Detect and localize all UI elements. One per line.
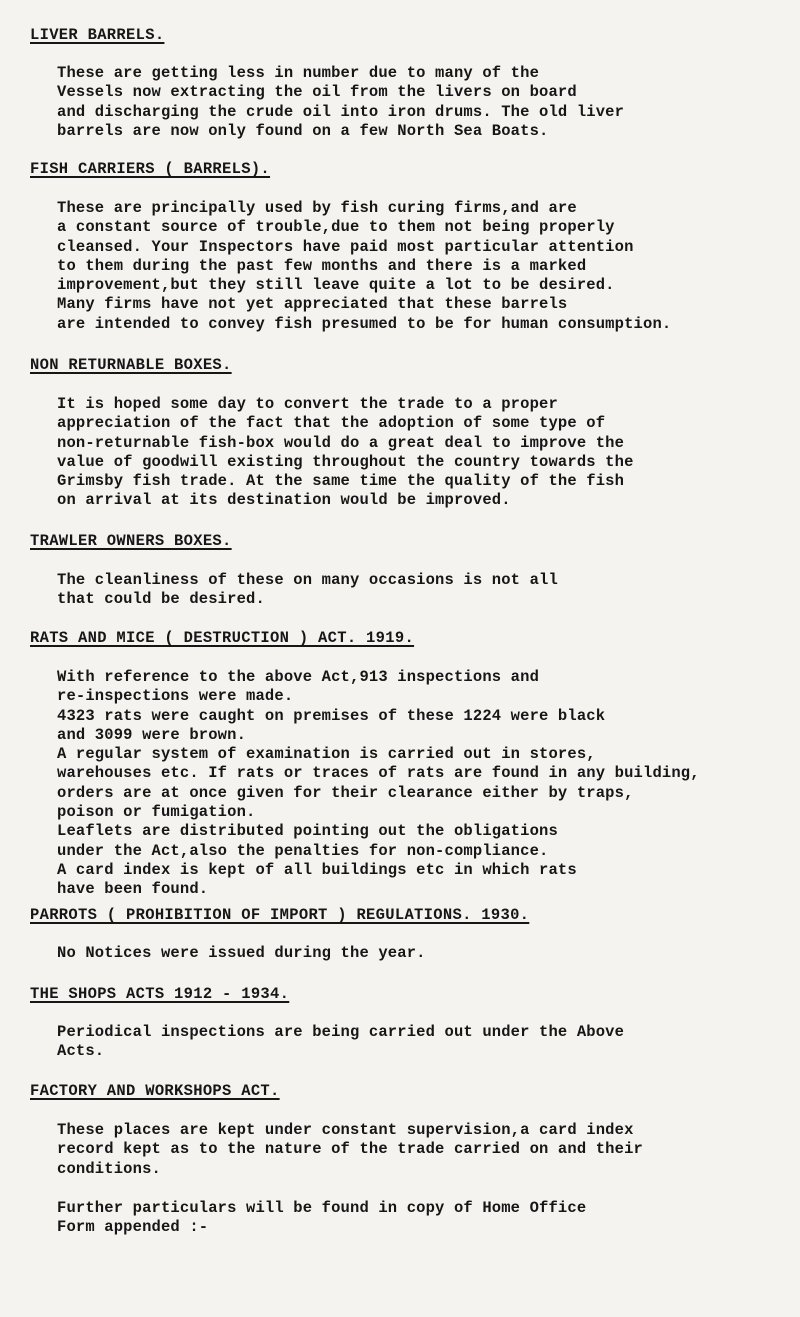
section-heading: RATS AND MICE ( DESTRUCTION ) ACT. 1919. bbox=[30, 629, 415, 647]
section-heading: FACTORY AND WORKSHOPS ACT. bbox=[30, 1082, 280, 1100]
text-line: Leaflets are distributed pointing out the obligations bbox=[57, 822, 558, 841]
text-line: have been found. bbox=[57, 880, 209, 899]
section-paragraph bbox=[57, 395, 797, 511]
text-line: poison or fumigation. bbox=[57, 803, 256, 822]
text-line: appreciation of the fact that the adoption of some type of bbox=[57, 414, 606, 433]
text-line: re-inspections were made. bbox=[57, 687, 294, 706]
text-line: conditions. bbox=[57, 1159, 161, 1178]
section-paragraph bbox=[57, 1121, 797, 1179]
text-line: No Notices were issued during the year. bbox=[57, 944, 426, 962]
text-line: A regular system of examination is carried out in stores, bbox=[57, 745, 596, 764]
text-line: barrels are now only found on a few North Sea Boats. bbox=[57, 121, 549, 140]
text-line: Vessels now extracting the oil from the livers on board bbox=[57, 83, 577, 102]
section-paragraph bbox=[57, 668, 797, 900]
text-line: The cleanliness of these on many occasions is not all bbox=[57, 571, 558, 589]
text-line: orders are at once given for their clearance either by traps, bbox=[57, 783, 634, 802]
text-line: Grimsby fish trade. At the same time the quality of the fish bbox=[57, 472, 625, 491]
text-line: non-returnable fish-box would do a great deal to improve the bbox=[57, 433, 625, 452]
section-paragraph bbox=[57, 1023, 797, 1062]
section-heading: THE SHOPS ACTS 1912 - 1934. bbox=[30, 985, 290, 1003]
text-line: on arrival at its destination would be improved. bbox=[57, 491, 511, 510]
text-line: Many firms have not yet appreciated that these barrels bbox=[57, 295, 568, 314]
text-line: to them during the past few months and there is a marked bbox=[57, 256, 587, 275]
text-line: and discharging the crude oil into iron drums. The old liver bbox=[57, 102, 625, 121]
text-line: With reference to the above Act,913 inspections and bbox=[57, 668, 540, 686]
text-line: These are principally used by fish curing firms,and are bbox=[57, 199, 577, 217]
section-paragraph bbox=[57, 64, 797, 141]
section-paragraph bbox=[57, 944, 797, 963]
section-heading: TRAWLER OWNERS BOXES. bbox=[30, 532, 232, 550]
text-line: Periodical inspections are being carried out under the Above bbox=[57, 1023, 625, 1041]
text-line: It is hoped some day to convert the trade to a proper bbox=[57, 395, 558, 413]
text-line: that could be desired. bbox=[57, 590, 265, 609]
text-line: and 3099 were brown. bbox=[57, 725, 247, 744]
text-line: under the Act,also the penalties for non-compliance. bbox=[57, 841, 549, 860]
section-heading: FISH CARRIERS ( BARRELS). bbox=[30, 160, 271, 178]
section-heading: PARROTS ( PROHIBITION OF IMPORT ) REGULATIONS. 1930. bbox=[30, 906, 530, 924]
text-line: are intended to convey fish presumed to be for human consumption. bbox=[57, 314, 672, 333]
text-line: record kept as to the nature of the trade carried on and their bbox=[57, 1140, 643, 1159]
text-line: 4323 rats were caught on premises of these 1224 were black bbox=[57, 706, 606, 725]
text-line: value of goodwill existing throughout the country towards the bbox=[57, 452, 634, 471]
text-line: improvement,but they still leave quite a lot to be desired. bbox=[57, 276, 615, 295]
section-heading: LIVER BARRELS. bbox=[30, 26, 165, 44]
section-heading: NON RETURNABLE BOXES. bbox=[30, 356, 232, 374]
text-line: Acts. bbox=[57, 1042, 105, 1061]
text-line: A card index is kept of all buildings etc in which rats bbox=[57, 860, 577, 879]
text-line: a constant source of trouble,due to them not being properly bbox=[57, 218, 615, 237]
section-paragraph bbox=[57, 571, 797, 610]
text-line: warehouses etc. If rats or traces of rats are found in any building, bbox=[57, 764, 700, 783]
text-line: These are getting less in number due to many of the bbox=[57, 64, 540, 82]
text-line: These places are kept under constant supervision,a card index bbox=[57, 1121, 634, 1139]
text-line: Form appended :- bbox=[57, 1218, 209, 1237]
section-paragraph bbox=[57, 1199, 797, 1238]
section-paragraph bbox=[57, 199, 797, 334]
text-line: Further particulars will be found in copy of Home Office bbox=[57, 1199, 587, 1217]
text-line: cleansed. Your Inspectors have paid most particular attention bbox=[57, 237, 634, 256]
